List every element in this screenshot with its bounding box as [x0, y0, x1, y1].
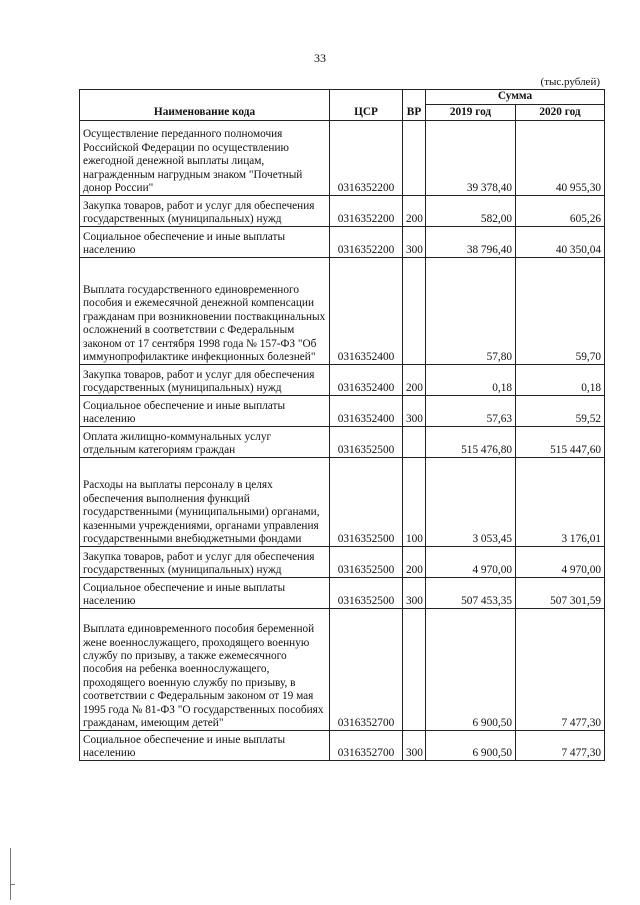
row-sum-2019: 38 796,40	[426, 227, 516, 258]
header-vr: ВР	[403, 90, 426, 121]
row-vr: 200	[403, 547, 426, 578]
row-name: Оплата жилищно-коммунальных услуг отдельным категориям граждан	[80, 427, 330, 458]
row-name: Социальное обеспечение и иные выплаты населению	[80, 578, 330, 609]
row-csr: 0316352500	[330, 578, 403, 609]
header-year-2019: 2019 год	[426, 105, 516, 121]
header-csr: ЦСР	[330, 90, 403, 121]
row-sum-2019: 6 900,50	[426, 609, 516, 731]
row-sum-2020: 4 970,00	[516, 547, 605, 578]
row-sum-2020: 59,52	[516, 396, 605, 427]
row-csr: 0316352700	[330, 731, 403, 761]
row-vr	[403, 609, 426, 731]
row-name: Закупка товаров, работ и услуг для обеспечения государственных (муниципальных) нужд	[80, 365, 330, 396]
table-row	[80, 547, 605, 578]
row-sum-2019: 4 970,00	[426, 547, 516, 578]
row-sum-2020: 515 447,60	[516, 427, 605, 458]
row-name: Социальное обеспечение и иные выплаты населению	[80, 227, 330, 258]
header-year-2020: 2020 год	[516, 105, 605, 121]
row-sum-2020: 40 350,04	[516, 227, 605, 258]
row-sum-2020: 605,26	[516, 196, 605, 227]
row-csr: 0316352500	[330, 458, 403, 547]
row-sum-2020: 7 477,30	[516, 609, 605, 731]
row-vr	[403, 258, 426, 365]
row-sum-2019: 3 053,45	[426, 458, 516, 547]
page-number: 33	[314, 51, 326, 65]
row-sum-2020: 59,70	[516, 258, 605, 365]
row-csr: 0316352200	[330, 121, 403, 196]
scan-margin-line	[10, 848, 11, 900]
row-csr: 0316352400	[330, 258, 403, 365]
budget-table	[79, 89, 605, 761]
row-vr: 200	[403, 196, 426, 227]
table-header	[80, 90, 605, 121]
table-row	[80, 731, 605, 761]
row-sum-2019: 507 453,35	[426, 578, 516, 609]
row-sum-2020: 7 477,30	[516, 731, 605, 761]
row-csr: 0316352500	[330, 427, 403, 458]
row-name: Социальное обеспечение и иные выплаты населению	[80, 731, 330, 761]
row-vr: 100	[403, 458, 426, 547]
header-sum: Сумма	[426, 90, 605, 105]
row-sum-2019: 57,63	[426, 396, 516, 427]
row-sum-2019: 0,18	[426, 365, 516, 396]
row-sum-2019: 582,00	[426, 196, 516, 227]
row-name: Социальное обеспечение и иные выплаты населению	[80, 396, 330, 427]
row-sum-2020: 507 301,59	[516, 578, 605, 609]
row-csr: 0316352500	[330, 547, 403, 578]
row-name: Закупка товаров, работ и услуг для обеспечения государственных (муниципальных) нужд	[80, 196, 330, 227]
table-row	[80, 578, 605, 609]
row-vr: 300	[403, 731, 426, 761]
header-name: Наименование кода	[80, 90, 330, 121]
row-name: Выплата единовременного пособия беременной жене военнослужащего, проходящего военную службу по призыву, а также ежемесячного пособия на ребенка военнослужащего, проходящего военную службу по призыву, в соответствии с Федеральным законом от 19 мая 1995 года № 81-ФЗ "О государственных пособиях гражданам, имеющим детей"	[80, 609, 330, 731]
row-name: Осуществление переданного полномочия Российской Федерации по осуществлению ежегодной денежной выплаты лицам, награжденным нагрудным знаком "Почетный донор России"	[80, 121, 330, 196]
row-vr: 200	[403, 365, 426, 396]
table-row	[80, 258, 605, 365]
row-csr: 0316352400	[330, 396, 403, 427]
row-sum-2020: 0,18	[516, 365, 605, 396]
table-row	[80, 609, 605, 731]
row-vr	[403, 121, 426, 196]
row-name: Закупка товаров, работ и услуг для обеспечения государственных (муниципальных) нужд	[80, 547, 330, 578]
row-name: Выплата государственного единовременного пособия и ежемесячной денежной компенсации гражданам при возникновении поствакцинальных осложнений в соответствии с Федеральным законом от 17 сентября 1998 года № 157-ФЗ "Об иммунопрофилактике инфекционных болезней"	[80, 258, 330, 365]
row-vr	[403, 427, 426, 458]
row-sum-2019: 57,80	[426, 258, 516, 365]
table-row	[80, 458, 605, 547]
row-csr: 0316352700	[330, 609, 403, 731]
row-vr: 300	[403, 227, 426, 258]
table-row	[80, 365, 605, 396]
row-sum-2020: 40 955,30	[516, 121, 605, 196]
table-row	[80, 227, 605, 258]
table-row	[80, 427, 605, 458]
table-row	[80, 121, 605, 196]
row-sum-2020: 3 176,01	[516, 458, 605, 547]
table-row	[80, 396, 605, 427]
units-label: (тыс.рублей)	[540, 76, 600, 88]
row-sum-2019: 39 378,40	[426, 121, 516, 196]
row-sum-2019: 6 900,50	[426, 731, 516, 761]
row-csr: 0316352200	[330, 196, 403, 227]
table-body	[80, 121, 605, 761]
row-sum-2019: 515 476,80	[426, 427, 516, 458]
table-row	[80, 196, 605, 227]
row-vr: 300	[403, 396, 426, 427]
scan-margin-tick	[10, 884, 15, 885]
row-csr: 0316352200	[330, 227, 403, 258]
row-csr: 0316352400	[330, 365, 403, 396]
row-name: Расходы на выплаты персоналу в целях обеспечения выполнения функций государственными (муниципальными) органами, казенными учреждениями, органами управления государственными внебюджетными фондами	[80, 458, 330, 547]
row-vr: 300	[403, 578, 426, 609]
